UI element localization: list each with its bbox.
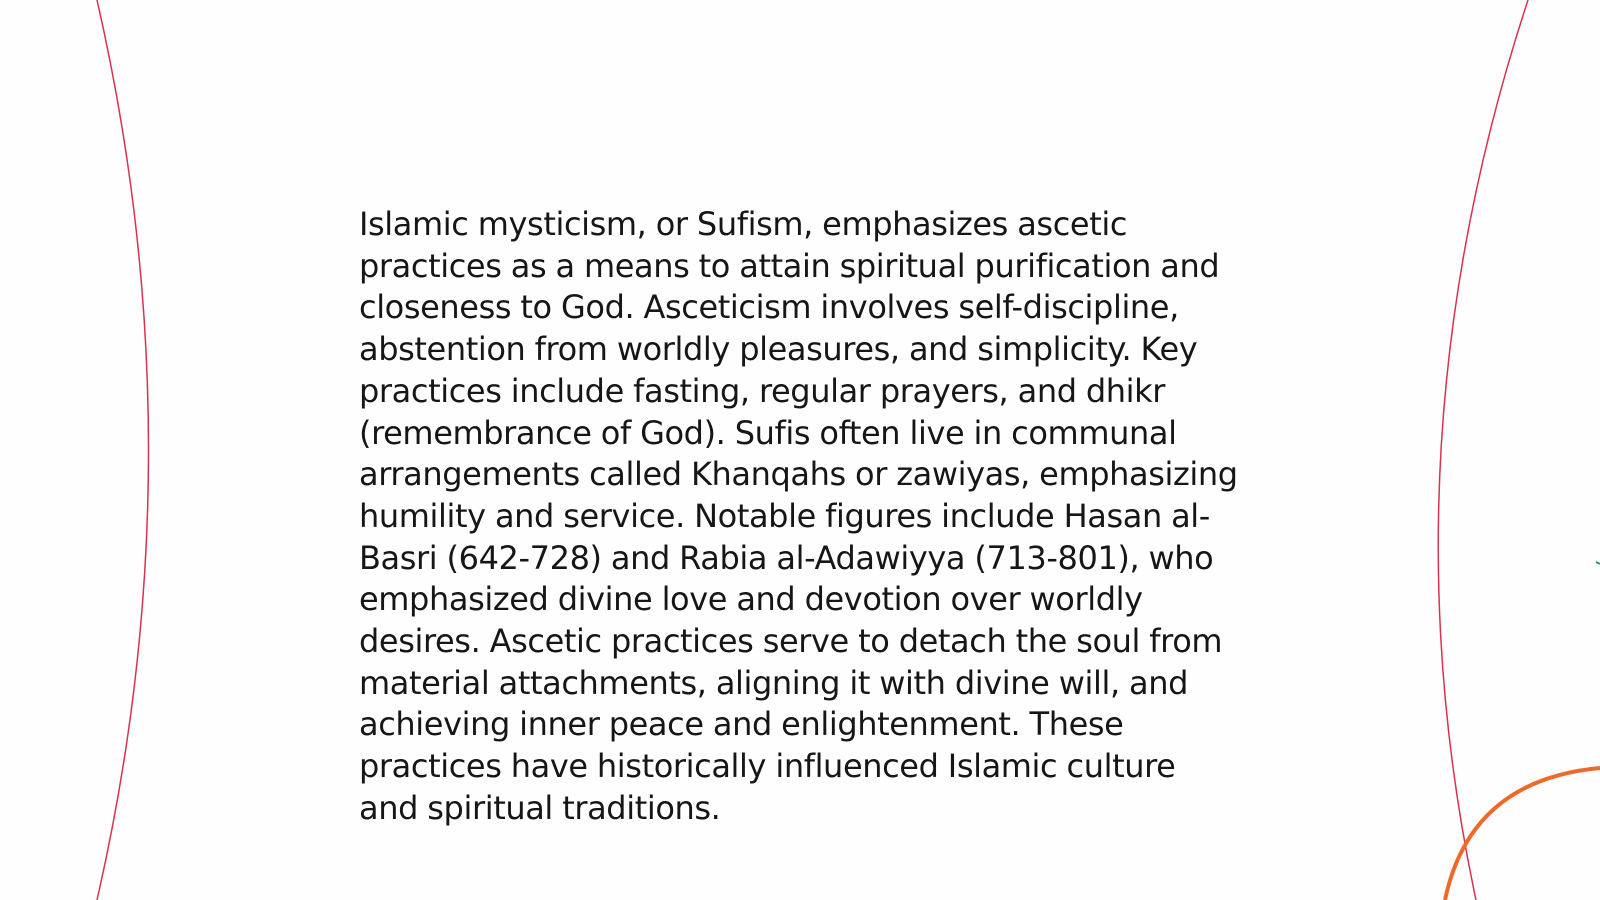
orange-decorative-arc bbox=[1445, 768, 1600, 900]
teal-accent-tick bbox=[1596, 562, 1600, 564]
right-decorative-curve bbox=[1438, 0, 1528, 900]
slide-body-text: Islamic mysticism, or Sufism, emphasizes ascetic practices as a means to attain spiritual purification and closeness to God. Asceticism involves self-discipline, abstention from worldly pleasures, and simplicity. Key practices include fasting, regular prayers, and dhikr (remembrance of God). Sufis often live in communal arrangements called Khanqahs or zawiyas, emphasizing humility and service. Notable figures include Hasan al-Basri (642-728) and Rabia al-Adawiyya (713-801), who emphasized divine love and devotion over worldly desires. Ascetic practices serve to detach the soul from material attachments, aligning it with divine will, and achieving inner peace and enlightenment. These practices have historically influenced Islamic culture and spiritual traditions. bbox=[359, 205, 1238, 827]
left-decorative-curve bbox=[97, 0, 149, 900]
